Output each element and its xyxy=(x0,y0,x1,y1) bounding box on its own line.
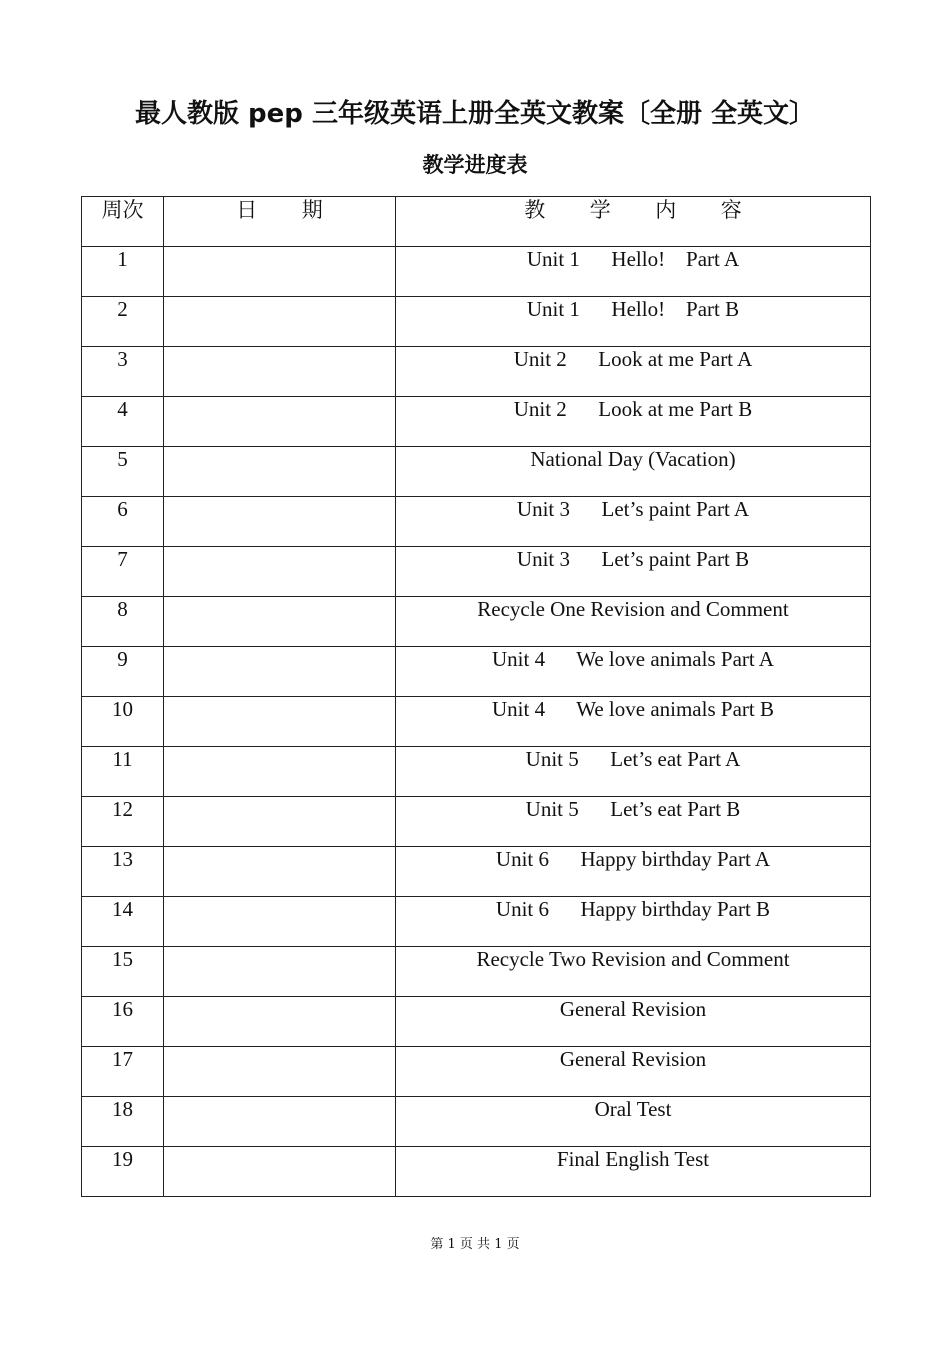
date-cell xyxy=(164,597,396,647)
week-cell: 16 xyxy=(82,997,164,1047)
content-cell: General Revision xyxy=(396,997,871,1047)
week-cell: 11 xyxy=(82,747,164,797)
week-cell: 17 xyxy=(82,1047,164,1097)
table-row xyxy=(82,447,871,497)
week-cell: 18 xyxy=(82,1097,164,1147)
week-cell: 15 xyxy=(82,947,164,997)
table-row xyxy=(82,647,871,697)
table-body xyxy=(82,247,871,1197)
content-cell: Final English Test xyxy=(396,1147,871,1197)
content-cell: General Revision xyxy=(396,1047,871,1097)
week-cell: 2 xyxy=(82,297,164,347)
table-row xyxy=(82,247,871,297)
table-row xyxy=(82,847,871,897)
table-row xyxy=(82,1147,871,1197)
table-row xyxy=(82,397,871,447)
header-date: 日 期 xyxy=(164,197,396,247)
table-row xyxy=(82,897,871,947)
date-cell xyxy=(164,497,396,547)
content-cell: Recycle One Revision and Comment xyxy=(396,597,871,647)
date-cell xyxy=(164,947,396,997)
header-week: 周次 xyxy=(82,197,164,247)
table-row xyxy=(82,997,871,1047)
week-cell: 3 xyxy=(82,347,164,397)
content-cell: Unit 4 We love animals Part A xyxy=(396,647,871,697)
date-cell xyxy=(164,397,396,447)
table-row xyxy=(82,947,871,997)
date-cell xyxy=(164,897,396,947)
date-cell xyxy=(164,847,396,897)
week-cell: 6 xyxy=(82,497,164,547)
week-cell: 9 xyxy=(82,647,164,697)
content-cell: Unit 3 Let’s paint Part A xyxy=(396,497,871,547)
page-footer: 第 1 页 共 1 页 xyxy=(430,1237,520,1252)
date-cell xyxy=(164,747,396,797)
date-cell xyxy=(164,647,396,697)
date-cell xyxy=(164,1147,396,1197)
date-cell xyxy=(164,1097,396,1147)
date-cell xyxy=(164,297,396,347)
week-cell: 14 xyxy=(82,897,164,947)
table-row xyxy=(82,347,871,397)
table-header-row xyxy=(82,197,871,247)
date-cell xyxy=(164,347,396,397)
week-cell: 12 xyxy=(82,797,164,847)
week-cell: 7 xyxy=(82,547,164,597)
content-cell: Unit 2 Look at me Part B xyxy=(396,397,871,447)
date-cell xyxy=(164,447,396,497)
table-row xyxy=(82,697,871,747)
content-cell: Unit 4 We love animals Part B xyxy=(396,697,871,747)
content-cell: Unit 1 Hello! Part B xyxy=(396,297,871,347)
week-cell: 5 xyxy=(82,447,164,497)
table-row xyxy=(82,1097,871,1147)
content-cell: Unit 5 Let’s eat Part B xyxy=(396,797,871,847)
table-row xyxy=(82,597,871,647)
table-row xyxy=(82,747,871,797)
table-row xyxy=(82,497,871,547)
table-row xyxy=(82,547,871,597)
week-cell: 8 xyxy=(82,597,164,647)
date-cell xyxy=(164,1047,396,1097)
content-cell: Unit 1 Hello! Part A xyxy=(396,247,871,297)
table-row xyxy=(82,1047,871,1097)
teaching-schedule-table xyxy=(81,196,871,1197)
week-cell: 4 xyxy=(82,397,164,447)
week-cell: 1 xyxy=(82,247,164,297)
date-cell xyxy=(164,697,396,747)
date-cell xyxy=(164,547,396,597)
header-content: 教 学 内 容 xyxy=(396,197,871,247)
content-cell: Recycle Two Revision and Comment xyxy=(396,947,871,997)
document-title: 最人教版 pep 三年级英语上册全英文教案〔全册 全英文〕 xyxy=(134,99,815,129)
content-cell: Unit 5 Let’s eat Part A xyxy=(396,747,871,797)
week-cell: 13 xyxy=(82,847,164,897)
content-cell: Unit 6 Happy birthday Part A xyxy=(396,847,871,897)
table-row xyxy=(82,297,871,347)
content-cell: National Day (Vacation) xyxy=(396,447,871,497)
week-cell: 10 xyxy=(82,697,164,747)
date-cell xyxy=(164,797,396,847)
content-cell: Unit 2 Look at me Part A xyxy=(396,347,871,397)
week-cell: 19 xyxy=(82,1147,164,1197)
document-subtitle: 教学进度表 xyxy=(422,153,528,177)
content-cell: Unit 6 Happy birthday Part B xyxy=(396,897,871,947)
date-cell xyxy=(164,997,396,1047)
date-cell xyxy=(164,247,396,297)
table-row xyxy=(82,797,871,847)
content-cell: Oral Test xyxy=(396,1097,871,1147)
content-cell: Unit 3 Let’s paint Part B xyxy=(396,547,871,597)
